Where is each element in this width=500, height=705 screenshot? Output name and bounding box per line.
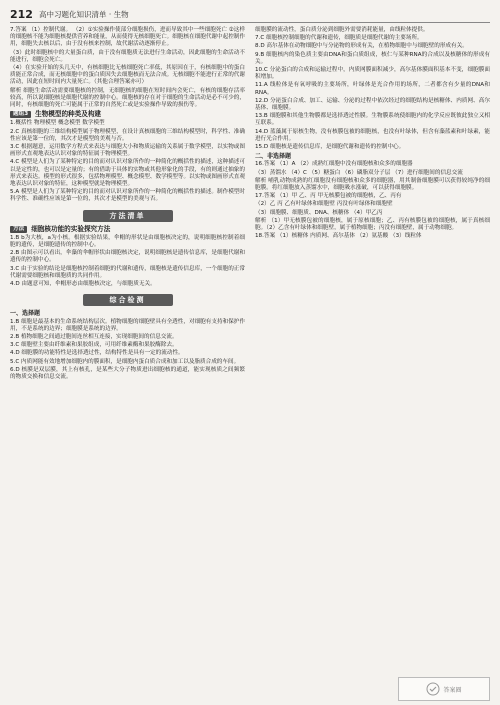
paragraph: 14.D 蓝藻属于原核生物，没有核膜包被的细胞核，也没有叶绿体，但含有藻蓝素和叶绿素，能进行光合作用。 (255, 128, 490, 142)
paragraph: 3.C 细胞壁主要由纤维素和果胶组成，可用纤维素酶和果胶酶除去。 (10, 342, 178, 349)
page-number: 212 (10, 7, 33, 21)
paragraph: 11.A 线粒体是有氧呼吸的主要场所，叶绿体是光合作用的场所，二者都含有少量的DNA和RNA。 (255, 82, 490, 96)
paragraph: 8.D 高尔基体在动物细胞中与分泌物的形成有关，在植物细胞中与细胞壁的形成有关。 (255, 43, 468, 50)
paragraph: 解析 （1）甲无核膜包被的细胞核，属于原核细胞；乙、丙有核膜包被的细胞核，属于真核细胞。（2）乙含有叶绿体和细胞壁，属于植物细胞；丙没有细胞壁，属于动物细胞。 (255, 217, 490, 232)
paragraph: （4）在实验开始的头几天中，有核细胞比无核细胞死亡率低，其原因在于，有核细胞中的蛋白质能正常合成，而无核细胞中的蛋白质因失去细胞核而无法合成。无核细胞不能进行正常的代谢活动，因此在短时间内大量死亡。（其他合理答案亦可） (10, 65, 245, 86)
paragraph: 2.B 由图示可以看出，伞藻的伞帽形状由细胞核决定，说明细胞核是遗传信息库，是细胞代谢和遗传的控制中心。 (10, 250, 245, 264)
paragraph: 17.答案 （1）甲 乙、丙 甲无核膜包被的细胞核，乙、丙有 (255, 193, 402, 200)
paragraph: 12.D 分泌蛋白合成、加工、运输、分泌的过程中依次经过的细胞结构是核糖体、内质网、高尔基体、细胞膜。 (255, 97, 490, 112)
two-column-body (10, 27, 490, 382)
section-banner: 综合检测 (83, 294, 173, 306)
paragraph: 9.B 细胞核内的染色质主要由DNA和蛋白质组成，核仁与某种RNA的合成以及核糖体的形成有关。 (255, 51, 490, 65)
right-column (255, 27, 490, 382)
watermark-stamp (398, 677, 490, 701)
page-header (10, 6, 490, 23)
paragraph: 15.D 细胞核是遗传信息库，是细胞代谢和遗传的控制中心。 (255, 144, 405, 151)
paragraph: 4.D 由题意可知，伞帽形态由细胞核决定，与细胞质无关。 (10, 281, 156, 288)
stamp-label: 答案圈 (443, 686, 462, 694)
section-heading (10, 226, 245, 233)
section-tag: 题组3 (10, 111, 31, 118)
paragraph: 16.答案 （1）A （2）成熟红细胞中没有细胞核和众多的细胞器 (255, 161, 413, 168)
paragraph: 6.D 核膜是双层膜，其上有核孔，是某些大分子物质进出细胞核的通道，能实现核质之间频繁的物质交换和信息交流。 (10, 366, 245, 380)
paragraph: 13.B 细胞膜和其他生物膜都是选择透过性膜。生物膜系统使细胞内的化学反应既彼此独立又相互联系。 (255, 113, 490, 127)
paragraph: 细胞膜的流动性，蛋白质分泌到细胞外需要消耗能量，由线粒体提供。 (255, 27, 429, 33)
paragraph: （3）此时细胞核中的大量蛋白质，由于没有细胞质无法进行生命活动，因此细胞的生命活动不能进行，细胞会死亡。 (10, 49, 245, 63)
paragraph: （2）乙 丙 乙有叶绿体和细胞壁 丙没有叶绿体和细胞壁 (255, 201, 393, 208)
paragraph: 3.C 由于实验的结论是细胞核控制着细胞的代谢和遗传，细胞核是遗传信息库，一个细胞的正常代谢需要细胞核和细胞质的共同作用。 (10, 265, 245, 279)
paragraph: 10.C 分泌蛋白的合成和运输过程中，内质网膜面积减少，高尔基体膜面积基本不变，细胞膜面积增加。 (255, 67, 490, 81)
paragraph: 2.B 植物细胞之间通过胞间连丝相互连接，实现细胞间的信息交流。 (10, 333, 178, 340)
paragraph: 4.D 细胞膜的功能特性是选择透过性，结构特性是具有一定的流动性。 (10, 350, 184, 357)
paragraph: 7.答案 （1）控制代谢。 （2）①实验操作使部分细胞损伤，进而导致其中一些细胞死亡 ②这样的细胞核不能为细胞核提供营养和能量，从而使得无核细胞死亡。细胞核在细胞代谢中起控制作用，细胞失去核以后，由于没有核来控制，故代谢活动逐渐停止。 (10, 27, 245, 48)
subheading: 二、非选择题 (255, 153, 292, 161)
paragraph: （3）蒸馏水 （4）C （5）糖蛋白 （6）磷脂双分子层 （7）进行细胞间的信息交流 (255, 169, 463, 176)
paragraph: 2.C 真核细胞的三维结构模型属于物理模型，在设计真核细胞的三维结构模型时，科学性、准确性应该是第一位的，其次才是模型的美观与否。 (10, 128, 245, 142)
paragraph: 5.C 内质网能有效地增加细胞内的膜面积，是细胞内蛋白质合成和加工以及脂质合成的车间。 (10, 358, 240, 365)
left-column (10, 27, 245, 382)
section-tag: 方法 (10, 226, 27, 233)
paragraph: 1.B b为大核，a为小核。根据实验结果，伞帽的形状是由细胞核决定的，说明细胞核控制着细胞的遗传，是细胞遗传的控制中心。 (10, 234, 245, 249)
section-heading (10, 111, 245, 118)
paragraph: 解析 细胞生命活动需要细胞核的控制，无细胞核的细胞在短时间内会死亡，有核的细胞存活率较高，所以说细胞核是细胞代谢的控制中心。细胞核的存在对于细胞的生命活动是必不可少的，同时，有核细胞的死亡可能属于正常的自然死亡或是实验操作导致的损伤等。 (10, 87, 245, 109)
paragraph: 7.C 细胞核控制细胞的代谢和遗传，细胞质是细胞代谢的主要场所。 (255, 35, 423, 42)
paragraph: 1.概括性 物理模型 概念模型 数学模型 (10, 120, 105, 127)
paragraph: 5.A 模型是人们为了某种特定的目的而对认识对象所作的一种简化的概括性的描述。制作模型时科学性、准确性应该是第一位的，其次才是模型的美观与否。 (10, 189, 245, 203)
subheading: 一、选择题 (10, 310, 41, 318)
paragraph: （3）细胞膜、细胞质、DNA、核糖体 （4）甲乙丙 (255, 209, 383, 216)
paragraph: 4.C 模型是人们为了某种特定的目的而对认识对象所作的一种简化的概括性的描述，这种描述可以是定性的，也可以是定量的；有的借助于具体的实物或其他形象化的手段，有的则通过抽象的形式来表达。模型的形式很多，包括物理模型、概念模型、数学模型等。以实物或图画形式直观地表达认识对象的特征，这种模型就是物理模型。 (10, 159, 245, 188)
paragraph: 解析 哺乳动物成熟的红细胞没有细胞核和众多的细胞器，用其制备细胞膜可以获得较纯净的细胞膜。将红细胞放入蒸馏水中，细胞吸水涨破，可以获得细胞膜。 (255, 177, 490, 192)
section-banner: 方法清单 (83, 210, 173, 222)
book-title: 高中习题化知识清单 · 生物 (38, 9, 129, 19)
paragraph: 3.C 根据题意，运用数学方程式来表达与细胞大小和物质运输的关系属于数学模型，以实物或图画形式直观地表达认识对象的特征属于物理模型。 (10, 144, 245, 158)
paragraph: 18.答案 （1）核糖体 内质网、高尔基体 （2）氨基酸 （3）线粒体 (255, 233, 422, 240)
paragraph: 1.B 细胞是最基本的生命系统结构层次。植物细胞的细胞壁具有全透性，对细胞有支持和保护作用，不是系统的边界；细胞膜是系统的边界。 (10, 318, 245, 332)
stamp-logo-icon (426, 682, 440, 696)
section-title: 细胞核功能的实验探究方法 (31, 224, 111, 233)
section-title: 生物模型的种类及构建 (35, 110, 102, 119)
